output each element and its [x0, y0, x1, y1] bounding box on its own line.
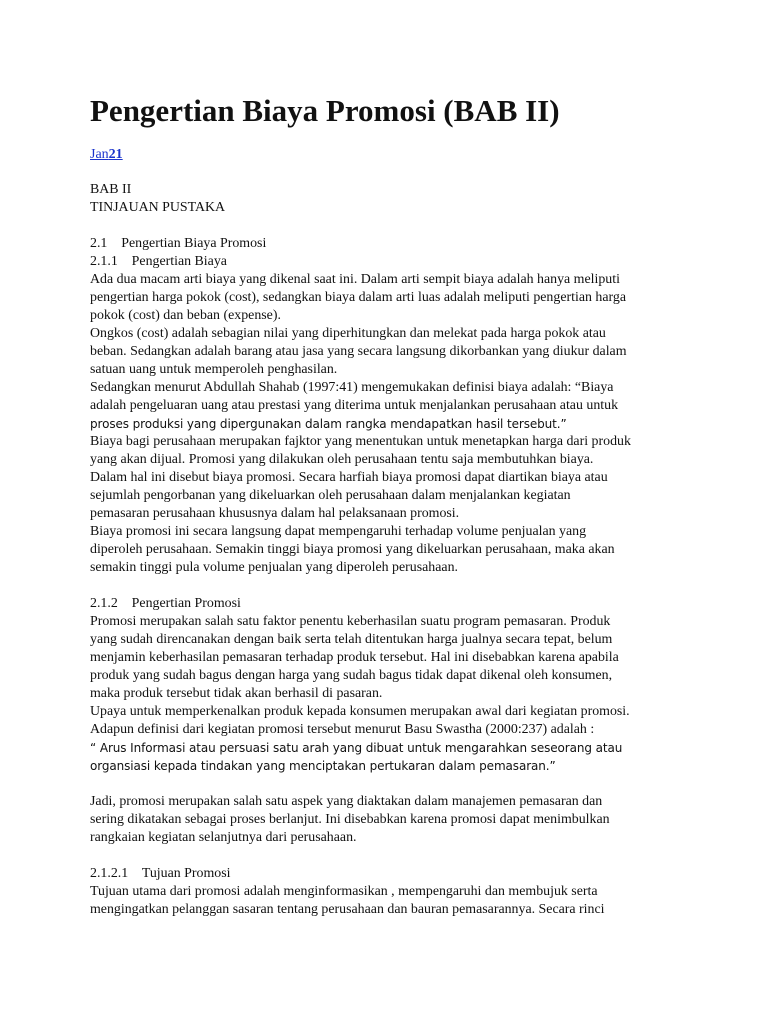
text-line: pemasaran perusahaan khususnya dalam hal pelaksanaan promosi.	[90, 506, 460, 521]
text-line: sering dikatakan sebagai proses berlanjut. Ini disebabkan karena promosi dapat menimbulkan	[90, 812, 610, 827]
text-line: semakin tinggi pula volume penjualan yang diperoleh perusahaan.	[90, 560, 458, 575]
text-line: yang akan dijual. Promosi yang dilakukan oleh perusahaan tentu saja membutuhkan biaya.	[90, 452, 594, 467]
article-body	[90, 181, 690, 919]
text-line: diperoleh perusahaan. Semakin tinggi biaya promosi yang dikeluarkan perusahaan, maka akan	[90, 542, 615, 557]
text-line: rangkaian kegiatan selanjutnya dari perusahaan.	[90, 830, 357, 845]
section-heading: 2.1 Pengertian Biaya Promosi	[90, 236, 267, 251]
paragraph	[90, 433, 690, 577]
text-line: Sedangkan menurut Abdullah Shahab (1997:41) mengemukakan definisi biaya adalah: “Biaya	[90, 380, 614, 395]
date-link[interactable]	[90, 147, 123, 162]
text-line: beban. Sedangkan adalah barang atau jasa yang secara langsung dikorbankan yang diukur dalam	[90, 344, 627, 359]
text-line: sejumlah pengorbanan yang dikeluarkan oleh perusahaan dalam menjalankan kegiatan	[90, 488, 571, 503]
paragraph	[90, 271, 690, 379]
section-heading: 2.1.2 Pengertian Promosi	[90, 596, 241, 611]
quote-paragraph	[90, 739, 690, 775]
text-line: Dalam hal ini disebut biaya promosi. Secara harfiah biaya promosi dapat diartikan biaya atau	[90, 470, 608, 485]
text-line: proses produksi yang dipergunakan dalam rangka mendapatkan hasil tersebut.”	[90, 417, 567, 431]
chapter-heading: BAB II	[90, 182, 132, 197]
text-line: Adapun definisi dari kegiatan promosi tersebut menurut Basu Swastha (2000:237) adalah :	[90, 722, 595, 737]
text-line: yang sudah direncanakan dengan baik serta telah ditentukan harga jualnya secara tepat, belum	[90, 632, 613, 647]
section-heading: 2.1.2.1 Tujuan Promosi	[90, 866, 231, 881]
text-line: Tujuan utama dari promosi adalah menginformasikan , mempengaruhi dan membujuk serta	[90, 884, 598, 899]
paragraph	[90, 613, 690, 739]
text-line: mengingatkan pelanggan sasaran tentang perusahaan dan bauran pemasarannya. Secara rinci	[90, 902, 605, 917]
text-line: menjamin keberhasilan pemasaran terhadap produk tersebut. Hal ini disebabkan karena apabila	[90, 650, 619, 665]
paragraph	[90, 883, 690, 919]
paragraph	[90, 793, 690, 847]
text-line: Promosi merupakan salah satu faktor penentu keberhasilan suatu program pemasaran. Produk	[90, 614, 611, 629]
quote-paragraph	[90, 379, 690, 433]
text-line: Ada dua macam arti biaya yang dikenal saat ini. Dalam arti sempit biaya adalah hanya meliputi	[90, 272, 620, 287]
page-title: Pengertian Biaya Promosi (BAB II)	[90, 93, 560, 128]
text-line: adalah pengeluaran uang atau prestasi yang diterima untuk menjalankan perusahaan atau untuk	[90, 398, 619, 413]
text-line: pokok (cost) dan beban (expense).	[90, 308, 281, 323]
text-line: “ Arus Informasi atau persuasi satu arah yang dibuat untuk mengarahkan seseorang atau	[90, 741, 623, 755]
text-line: produk yang sudah bagus dengan harga yang sudah bagus tidak dapat dikenal oleh konsumen,	[90, 668, 613, 683]
chapter-subtitle: TINJAUAN PUSTAKA	[90, 200, 226, 215]
text-line: pengertian harga pokok (cost), sedangkan biaya dalam arti luas adalah meliputi pengertian harga	[90, 290, 627, 305]
date-day: 21	[108, 147, 123, 162]
text-line: Upaya untuk memperkenalkan produk kepada konsumen merupakan awal dari kegiatan promosi.	[90, 704, 630, 719]
section-heading: 2.1.1 Pengertian Biaya	[90, 254, 227, 269]
text-line: Ongkos (cost) adalah sebagian nilai yang diperhitungkan dan melekat pada harga pokok atau	[90, 326, 606, 341]
text-line: organsiasi kepada tindakan yang menciptakan pertukaran dalam pemasaran.”	[90, 759, 556, 773]
text-line: Biaya promosi ini secara langsung dapat mempengaruhi terhadap volume penjualan yang	[90, 524, 587, 539]
text-line: satuan uang untuk memperoleh penghasilan.	[90, 362, 338, 377]
text-line: Biaya bagi perusahaan merupakan fajktor yang menentukan untuk menetapkan harga dari produk	[90, 434, 631, 449]
date-month: Jan	[90, 147, 109, 162]
text-line: maka produk tersebut tidak akan berhasil di pasaran.	[90, 686, 383, 701]
text-line: Jadi, promosi merupakan salah satu aspek yang diaktakan dalam manajemen pemasaran dan	[90, 794, 603, 809]
post-date[interactable]	[90, 146, 123, 164]
